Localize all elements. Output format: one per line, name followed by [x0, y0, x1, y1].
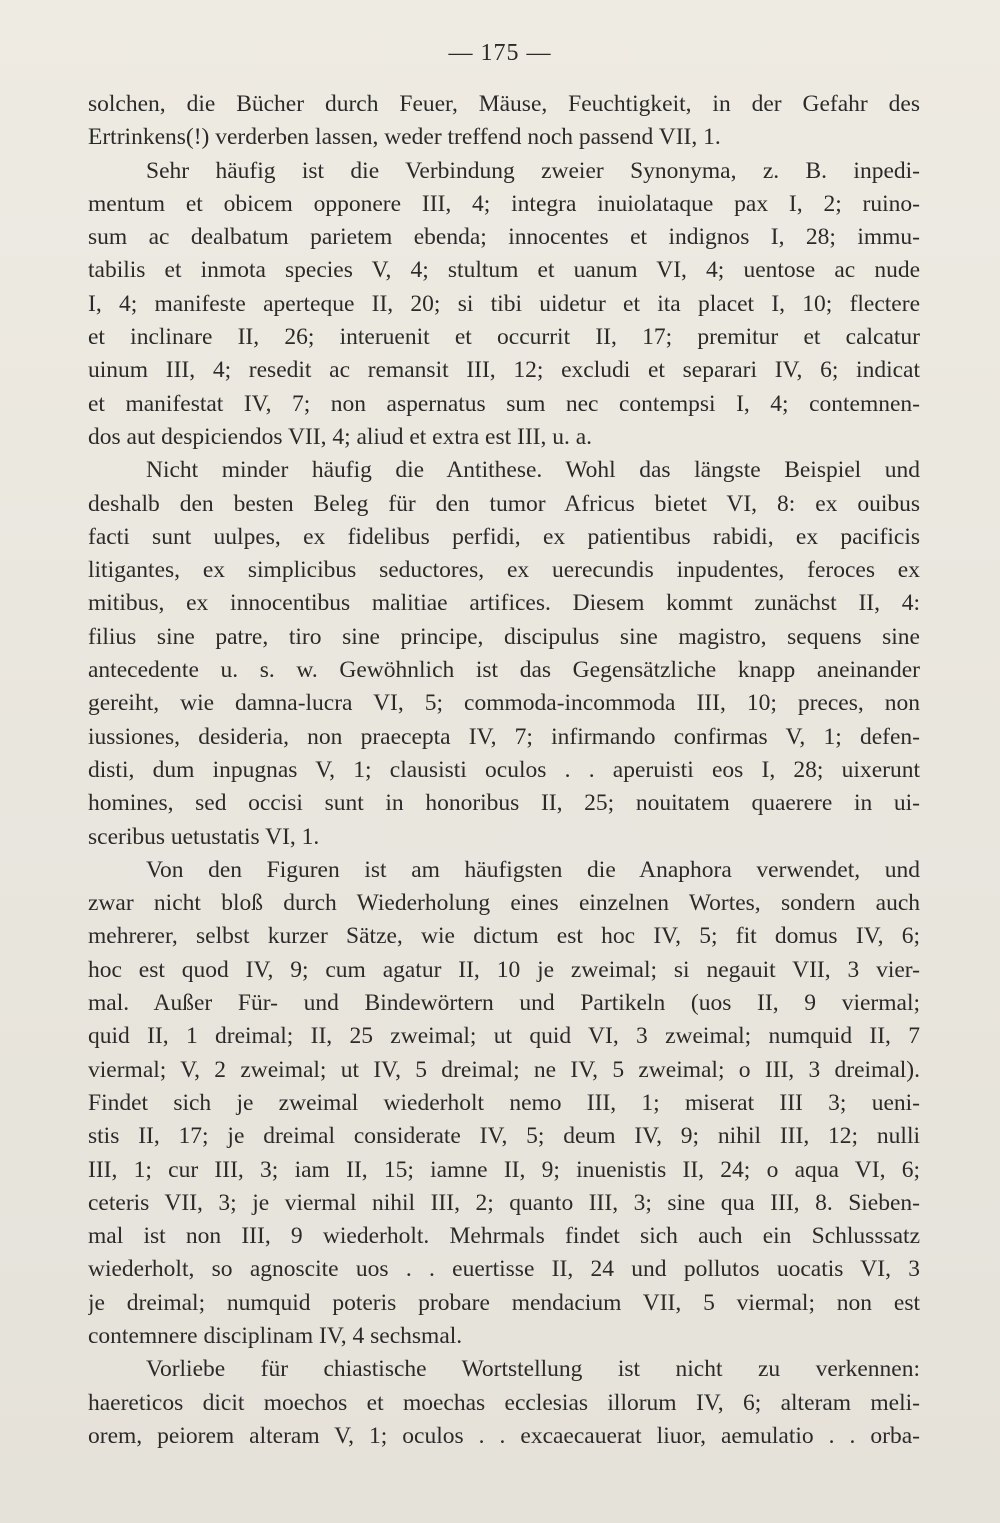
- text-line: III, 1; cur III, 3; iam II, 15; iamne II, 9; inuenistis II, 24; o aqua VI, 6;: [88, 1156, 920, 1183]
- text-line: tabilis et inmota species V, 4; stultum et uanum VI, 4; uentose ac nude: [88, 257, 920, 284]
- page-number: — 175 —: [448, 40, 552, 66]
- text-line: disti, dum inpugnas V, 1; clausisti oculos . . aperuisti eos I, 28; uixerunt: [88, 756, 920, 783]
- text-line: mentum et obicem opponere III, 4; integra inuiolataque pax I, 2; ruino-: [88, 190, 920, 217]
- text-line: Ertrinkens(!) verderben lassen, weder treffend noch passend VII, 1.: [88, 124, 721, 151]
- text-line: dos aut despiciendos VII, 4; aliud et extra est III, u. a.: [88, 423, 593, 450]
- text-line: uinum III, 4; resedit ac remansit III, 12; excludi et separari IV, 6; indicat: [88, 357, 920, 384]
- text-line: litigantes, ex simplicibus seductores, ex uerecundis inpudentes, feroces ex: [88, 557, 920, 584]
- text-line: gereiht, wie damna-lucra VI, 5; commoda-incommoda III, 10; preces, non: [88, 690, 920, 717]
- text-line: viermal; V, 2 zweimal; ut IV, 5 dreimal; ne IV, 5 zweimal; o III, 3 dreimal).: [88, 1056, 920, 1083]
- text-line: haereticos dicit moechos et moechas ecclesias illorum IV, 6; alteram meli-: [88, 1389, 920, 1416]
- text-line: et inclinare II, 26; interuenit et occurrit II, 17; premitur et calcatur: [88, 324, 920, 351]
- text-line: antecedente u. s. w. Gewöhnlich ist das Gegensätzliche knapp aneinander: [88, 657, 920, 684]
- text-line: mehrerer, selbst kurzer Sätze, wie dictum est hoc IV, 5; fit domus IV, 6;: [88, 923, 920, 950]
- text-line: contemnere disciplinam IV, 4 sechsmal.: [88, 1322, 463, 1349]
- text-line: mal. Außer Für- und Bindewörtern und Partikeln (uos II, 9 viermal;: [88, 990, 920, 1017]
- text-line: Von den Figuren ist am häufigsten die Anaphora verwendet, und: [146, 856, 920, 883]
- text-line: solchen, die Bücher durch Feuer, Mäuse, Feuchtigkeit, in der Gefahr des: [88, 91, 920, 117]
- text-line: filius sine patre, tiro sine principe, discipulus sine magistro, sequens sine: [88, 623, 920, 650]
- text-line: facti sunt uulpes, ex fidelibus perfidi, ex patientibus rabidi, ex pacificis: [88, 523, 920, 550]
- text-line: sum ac dealbatum parietem ebenda; innocentes et indignos I, 28; immu-: [88, 224, 920, 251]
- text-line: zwar nicht bloß durch Wiederholung eines einzelnen Wortes, sondern auch: [88, 890, 920, 917]
- text-line: sceribus uetustatis VI, 1.: [88, 823, 320, 850]
- text-line: homines, sed occisi sunt in honoribus II, 25; nouitatem quaerere in ui-: [88, 790, 920, 817]
- text-line: orem, peiorem alteram V, 1; oculos . . excaecauerat liuor, aemulatio . . orba-: [88, 1422, 920, 1449]
- text-line: Nicht minder häufig die Antithese. Wohl das längste Beispiel und: [146, 457, 920, 484]
- body-text: [88, 88, 920, 1453]
- text-line: je dreimal; numquid poteris probare mendacium VII, 5 viermal; non est: [88, 1289, 920, 1316]
- text-line: stis II, 17; je dreimal considerate IV, 5; deum IV, 9; nihil III, 12; nulli: [88, 1123, 920, 1150]
- text-line: wiederholt, so agnoscite uos . . euertisse II, 24 und pollutos uocatis VI, 3: [88, 1256, 920, 1283]
- text-line: I, 4; manifeste aperteque II, 20; si tibi uidetur et ita placet I, 10; flectere: [88, 290, 920, 317]
- text-line: Sehr häufig ist die Verbindung zweier Synonyma, z. B. inpedi-: [146, 157, 920, 184]
- text-line: Findet sich je zweimal wiederholt nemo III, 1; miserat III 3; ueni-: [88, 1089, 920, 1116]
- text-line: hoc est quod IV, 9; cum agatur II, 10 je zweimal; si negauit VII, 3 vier-: [88, 956, 920, 983]
- text-line: et manifestat IV, 7; non aspernatus sum nec contempsi I, 4; contemnen-: [88, 390, 920, 417]
- text-line: mal ist non III, 9 wiederholt. Mehrmals findet sich auch ein Schlusssatz: [88, 1223, 920, 1250]
- text-line: quid II, 1 dreimal; II, 25 zweimal; ut quid VI, 3 zweimal; numquid II, 7: [88, 1023, 920, 1050]
- text-line: mitibus, ex innocentibus malitiae artifices. Diesem kommt zunächst II, 4:: [88, 590, 920, 617]
- text-line: iussiones, desideria, non praecepta IV, 7; infirmando confirmas V, 1; defen-: [88, 723, 920, 750]
- text-line: Vorliebe für chiastische Wortstellung ist nicht zu verkennen:: [146, 1356, 920, 1383]
- text-line: deshalb den besten Beleg für den tumor Africus bietet VI, 8: ex ouibus: [88, 490, 920, 517]
- text-line: ceteris VII, 3; je viermal nihil III, 2; quanto III, 3; sine qua III, 8. Sieben-: [88, 1189, 920, 1216]
